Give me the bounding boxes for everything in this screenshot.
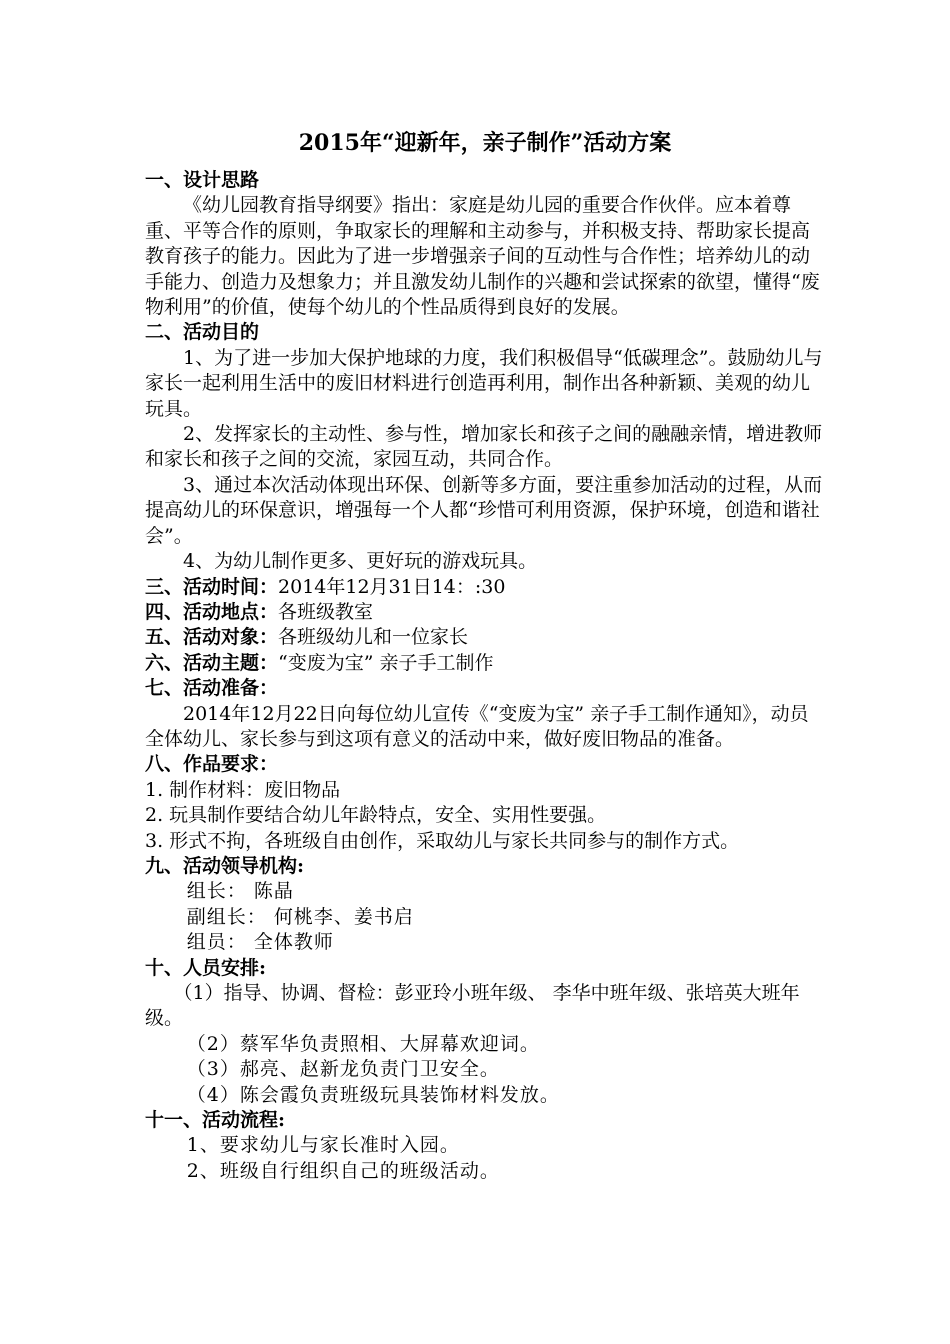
purpose-item: 4、为幼儿制作更多、更好玩的游戏玩具。: [183, 550, 538, 573]
purpose-item: 1、为了进一步加大保护地球的力度，我们积极倡导“低碳理念”。鼓励幼儿与家长一起利用生活中的废旧材料进行创造再利用，制作出各种新颖、美观的幼儿玩具。: [145, 346, 823, 420]
preparation-paragraph: 2014年12月22日向每位幼儿宣传《“变废为宝” 亲子手工制作通知》，动员全体幼儿、家长参与到这项有意义的活动中来，做好废旧物品的准备。: [145, 702, 809, 750]
participants-value: 各班级幼儿和一位家长: [278, 626, 469, 649]
document-page: [145, 128, 825, 1184]
section-heading-purpose: 二、活动目的: [145, 321, 260, 344]
theme-value: “变废为宝” 亲子手工制作: [278, 651, 494, 674]
section-location: [145, 600, 825, 625]
participants-label: 五、活动对象：: [145, 626, 279, 649]
section-heading-design: 一、设计思路: [145, 169, 260, 191]
section-heading-staff: 十、人员安排:: [145, 956, 267, 979]
requirement-item: 1. 制作材料：废旧物品: [145, 778, 341, 801]
theme-label: 六、活动主题：: [145, 651, 279, 674]
leadership-item: 组长： 陈晶: [186, 880, 294, 903]
requirement-item: 3. 形式不拘，各班级自由创作，采取幼儿与家长共同参与的制作方式。: [145, 829, 740, 852]
section-heading-leadership: 九、活动领导机构:: [145, 854, 305, 877]
document-title: 2015年“迎新年，亲子制作”活动方案: [298, 130, 672, 156]
section-heading-requirements: 八、作品要求：: [145, 753, 279, 776]
process-item: 1、要求幼儿与家长准时入园。: [186, 1134, 460, 1157]
design-paragraph: 《幼儿园教育指导纲要》指出：家庭是幼儿园的重要合作伙伴。应本着尊重、平等合作的原则，争取家长的理解和主动参与，并积极支持、帮助家长提高教育孩子的能力。因此为了进一步增强亲子间的互动性与合作性；培养幼儿的动手能力、创造力及想象力；并且激发幼儿制作的兴趣和尝试探索的欲望，懂得“废物利用”的价值，使每个幼儿的个性品质得到良好的发展。: [145, 194, 820, 319]
section-time: [145, 575, 825, 600]
section-theme: [145, 651, 825, 676]
purpose-item: 3、通过本次活动体现出环保、创新等多方面，要注重参加活动的过程，从而提高幼儿的环保意识，增强每一个人都“珍惜可利用资源，保护环境，创造和谐社会”。: [145, 473, 823, 547]
leadership-item: 组员： 全体教师: [186, 931, 334, 954]
purpose-item: 2、发挥家长的主动性、参与性，增加家长和孩子之间的融融亲情，增进教师和家长和孩子之间的交流，家园互动，共同合作。: [145, 423, 823, 471]
section-participants: [145, 625, 825, 650]
location-value: 各班级教室: [278, 600, 374, 623]
section-heading-preparation: 七、活动准备：: [145, 677, 279, 700]
requirement-item: 2. 玩具制作要结合幼儿年龄特点，安全、实用性要强。: [145, 804, 607, 827]
staff-item: （3）郝亮、赵新龙负责门卫安全。: [186, 1058, 500, 1081]
staff-item: （2）蔡军华负责照相、大屏幕欢迎词。: [186, 1032, 540, 1055]
leadership-item: 副组长： 何桃李、姜书启: [186, 905, 414, 928]
time-value: 2014年12月31日14：:30: [278, 575, 506, 598]
staff-item: （4）陈会霞负责班级玩具装饰材料发放。: [186, 1083, 560, 1106]
section-heading-process: 十一、活动流程:: [145, 1109, 286, 1132]
location-label: 四、活动地点：: [145, 600, 279, 623]
time-label: 三、活动时间：: [145, 575, 279, 598]
staff-item: （1）指导、协调、督检：彭亚玲小班年级、 李华中班年级、张培英大班年级。: [145, 982, 800, 1030]
process-item: 2、班级自行组织自己的班级活动。: [186, 1159, 500, 1182]
